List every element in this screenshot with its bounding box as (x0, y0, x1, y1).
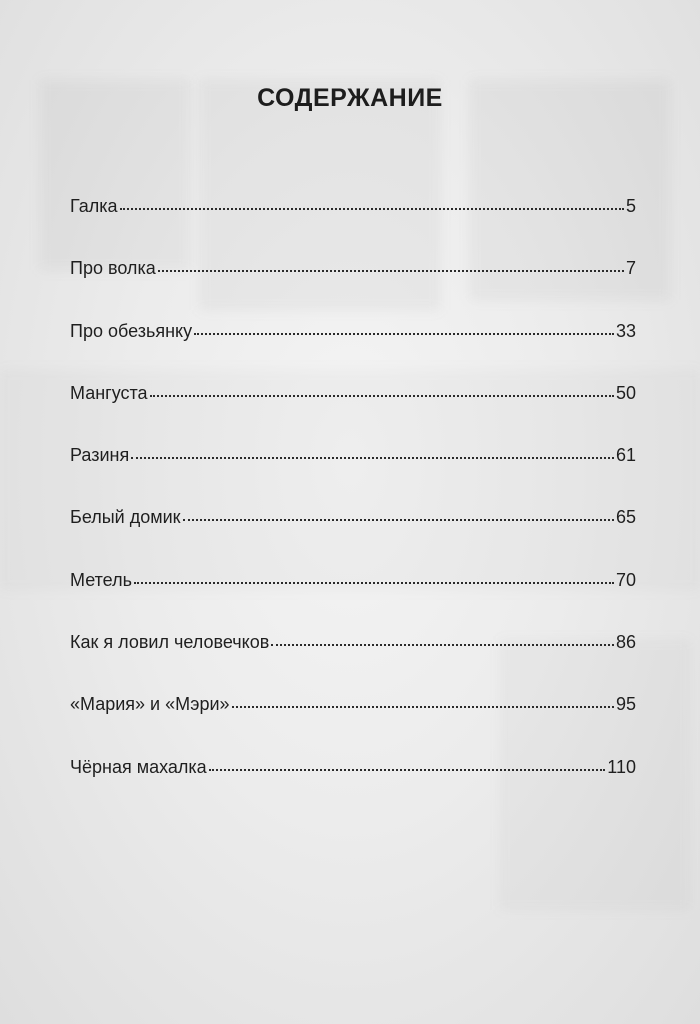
toc-entry-title: «Мария» и «Мэри» (70, 694, 230, 715)
toc-entry (70, 757, 636, 819)
dot-leader (158, 270, 624, 272)
toc-entry-title: Про волка (70, 258, 156, 279)
dot-leader (183, 519, 614, 521)
toc-entry (70, 258, 636, 320)
toc-entry-title: Галка (70, 196, 118, 216)
toc-entry-page: 70 (615, 569, 636, 590)
dot-leader (120, 208, 624, 210)
dot-leader (209, 769, 606, 771)
toc-entry-title: Разиня (70, 445, 130, 466)
toc-entry-page: 50 (615, 382, 636, 403)
toc-entry (70, 570, 636, 632)
toc-entry-page: 86 (615, 632, 636, 653)
toc-entry-title: Про обезьянку (70, 320, 193, 341)
toc-entry-page: 7 (625, 258, 636, 279)
toc-entry-page: 65 (615, 507, 636, 528)
toc-entry-page: 95 (615, 694, 636, 715)
page-title: СОДЕРЖАНИЕ (257, 84, 443, 112)
toc-entry-page: 61 (615, 445, 636, 466)
toc-entry-page: 33 (615, 320, 636, 341)
dot-leader (194, 333, 614, 335)
toc-entry (70, 383, 636, 445)
toc-entry-title: Метель (70, 569, 132, 590)
table-of-contents (70, 196, 636, 819)
dot-leader (150, 395, 614, 397)
toc-entry-page: 5 (625, 196, 636, 216)
dot-leader (134, 582, 614, 584)
toc-entry-title: Белый домик (70, 507, 181, 528)
dot-leader (271, 644, 614, 646)
toc-entry (70, 445, 636, 507)
toc-entry-page: 110 (607, 756, 636, 777)
toc-entry-title: Как я ловил человечков (70, 632, 270, 653)
dot-leader (131, 457, 614, 459)
toc-entry (70, 196, 636, 258)
toc-entry (70, 632, 636, 694)
toc-entry (70, 694, 636, 756)
toc-entry-title: Чёрная махалка (70, 756, 207, 777)
toc-entry (70, 321, 636, 383)
toc-entry-title: Мангуста (70, 382, 148, 403)
toc-entry (70, 507, 636, 569)
dot-leader (232, 706, 614, 708)
